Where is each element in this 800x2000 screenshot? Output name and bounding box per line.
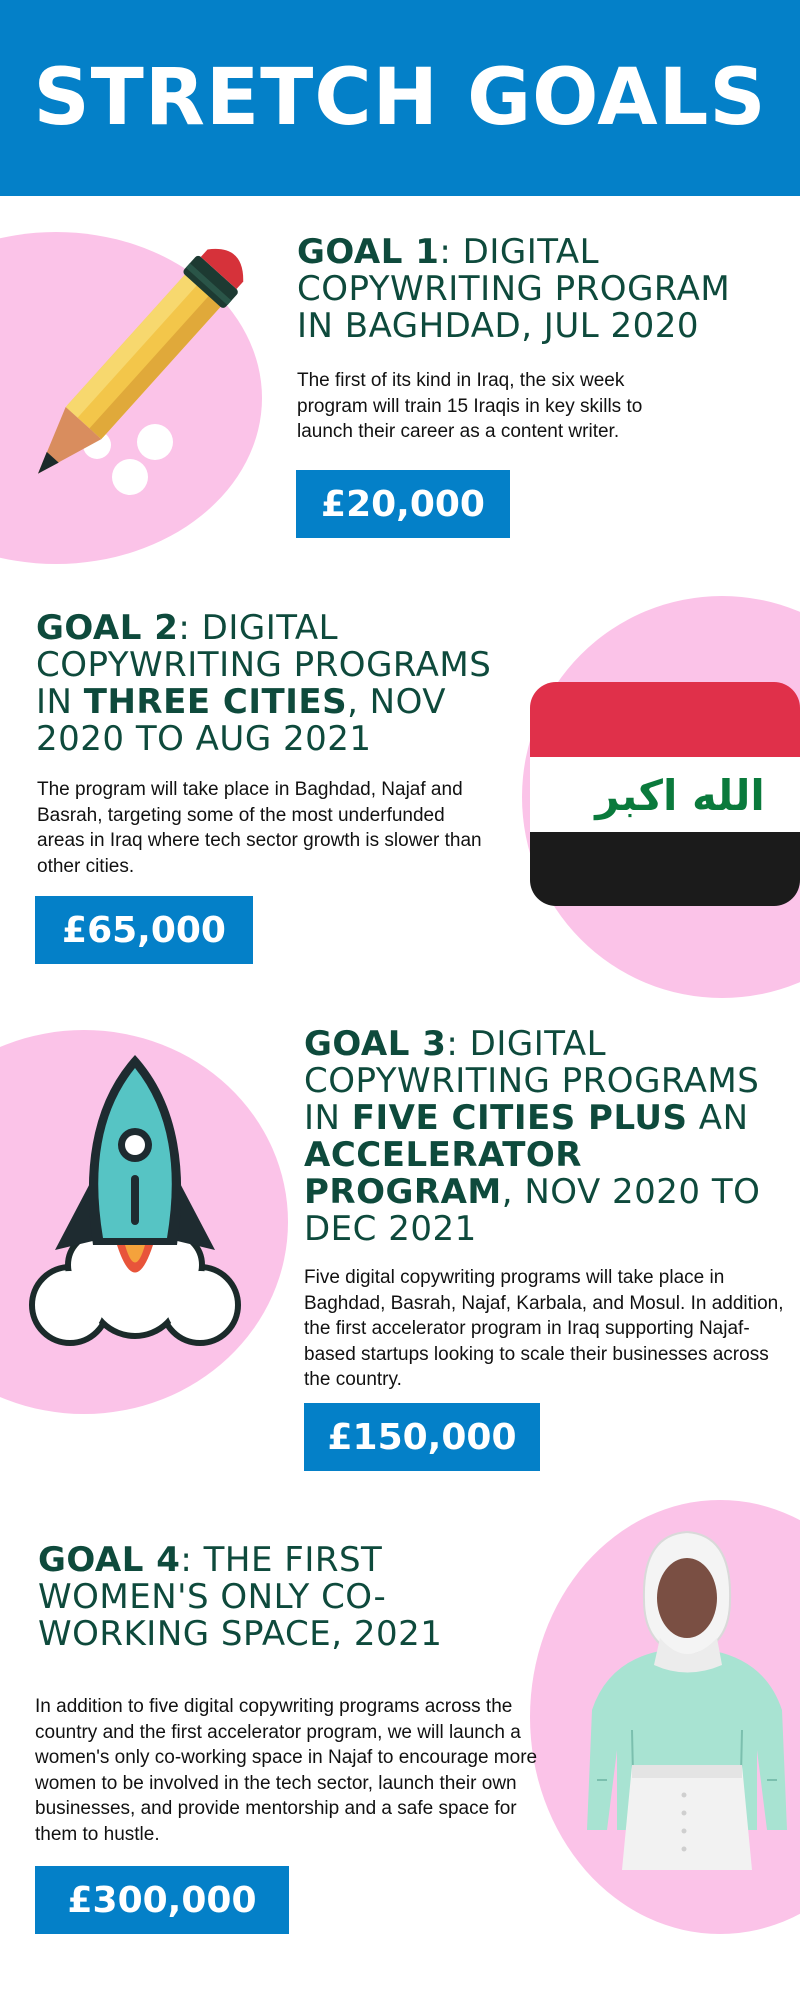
goal-1-description: The first of its kind in Iraq, the six week program will train 15 Iraqis in key skills to launch their career as a content writer. bbox=[297, 370, 643, 442]
goal-4-title: GOAL 4: THE FIRST WOMEN'S ONLY CO-WORKING SPACE, 2021 bbox=[38, 1540, 443, 1654]
goal-3-label: GOAL 3 bbox=[304, 1024, 447, 1064]
goal-1-price: £20,000 bbox=[296, 470, 510, 538]
goal-3-price: £150,000 bbox=[304, 1403, 540, 1471]
page-title: STRETCH GOALS bbox=[33, 53, 767, 143]
woman-hijab-icon bbox=[572, 1530, 800, 1870]
goal-4-description: In addition to five digital copywriting programs across the country and the first accelerator program, we will launch a women's only co-working space in Najaf to encourage more women to be involved in the tech sector, launch their own businesses, and provide mentorship and a safe space for them to hustle. bbox=[35, 1696, 538, 1845]
page-header bbox=[0, 0, 800, 196]
flag-takbir-text: الله اكبر bbox=[595, 771, 765, 820]
goal-2-price: £65,000 bbox=[35, 896, 253, 964]
goal-2-description: The program will take place in Baghdad, Najaf and Basrah, targeting some of the most underfunded areas in Iraq where tech sector growth is slower than other cities. bbox=[37, 779, 482, 877]
pencil-icon bbox=[5, 232, 235, 522]
goal-4-label: GOAL 4 bbox=[38, 1540, 181, 1580]
goal-3-description: Five digital copywriting programs will take place in Baghdad, Basrah, Najaf, Karbala, and Mosul. In addition, the first accelerator program in Iraq supporting Najaf-based startups looking to scale their businesses across the country. bbox=[304, 1267, 784, 1390]
iraq-flag-icon bbox=[530, 682, 800, 906]
rocket-icon bbox=[15, 1050, 255, 1360]
goal-1-title: GOAL 1: DIGITAL COPYWRITING PROGRAM IN BAGHDAD, JUL 2020 bbox=[297, 232, 731, 346]
bubble-decoration bbox=[137, 424, 173, 460]
goal-2-label: GOAL 2 bbox=[36, 608, 179, 648]
goal-4-price: £300,000 bbox=[35, 1866, 289, 1934]
goal-3-title: GOAL 3: DIGITAL COPYWRITING PROGRAMS IN FIVE CITIES PLUS AN ACCELERATOR PROGRAM, NOV 2020 TO DEC 2021 bbox=[304, 1024, 761, 1249]
goal-2-title: GOAL 2: DIGITAL COPYWRITING PROGRAMS IN THREE CITIES, NOV 2020 TO AUG 2021 bbox=[36, 608, 492, 759]
goal-1-label: GOAL 1 bbox=[297, 232, 440, 272]
bubble-decoration bbox=[112, 459, 148, 495]
